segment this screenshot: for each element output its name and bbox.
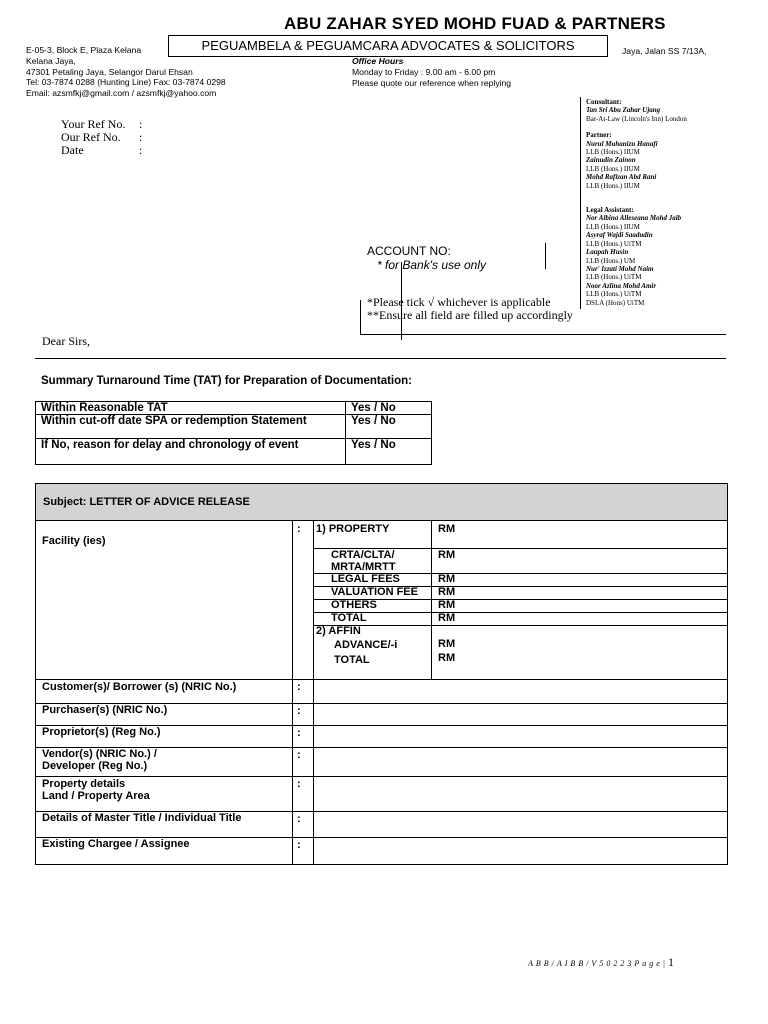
- customer-borrower-colon: :: [297, 681, 301, 693]
- legal-assistant-label: Legal Assistant:: [586, 206, 634, 215]
- colon-column-line: [292, 521, 293, 865]
- partner-qualification: LLB (Hons.) IIUM: [586, 181, 640, 190]
- purchaser-colon: :: [297, 705, 301, 717]
- tat-yes-no[interactable]: Yes / No: [346, 439, 432, 465]
- address-line: 47301 Petaling Jaya, Selangor Darul Ehsan: [26, 66, 193, 77]
- partner-name: Nurul Muhanizu Hanafi: [586, 139, 658, 148]
- assistant-name: Nor Albina Alleseana Mohd Jaib: [586, 214, 682, 223]
- table-row: [36, 402, 432, 415]
- property-rm[interactable]: RM: [438, 523, 456, 535]
- row-line: [36, 776, 727, 777]
- tat-label: Within cut-off date SPA or redemption Statement: [36, 415, 346, 439]
- office-hours-note: Please quote our reference when replying: [352, 77, 512, 88]
- section-divider: [35, 358, 726, 359]
- assistant-qualification: LLB (Hons.) IIUM: [586, 222, 640, 231]
- assistant-qualification: LLB (Hons.) UiTM: [586, 239, 642, 248]
- date-colon[interactable]: :: [139, 143, 143, 158]
- our-ref-colon[interactable]: :: [139, 130, 143, 145]
- consultant-label: Consultant:: [586, 98, 622, 106]
- proprietor-label: Proprietor(s) (Reg No.): [42, 726, 161, 738]
- tat-title: Summary Turnaround Time (TAT) for Preparation of Documentation:: [41, 375, 412, 387]
- assistant-name: Asyraf Wajdi Saadudin: [586, 231, 653, 240]
- office-hours-line: Monday to Friday : 9.00 am - 6.00 pm: [352, 66, 496, 77]
- facility-row-line: [313, 625, 727, 626]
- crta-label: CRTA/CLTA/ MRTA/MRTT: [331, 549, 396, 573]
- proprietor-colon: :: [297, 727, 301, 739]
- affin-advance-rm[interactable]: RM: [438, 638, 456, 650]
- assistant-qualification: LLB (Hons.) UiTM: [586, 290, 642, 299]
- address-line: E-05-3, Block E, Plaza Kelana: [26, 45, 142, 55]
- property-label: 1) PROPERTY: [316, 523, 390, 535]
- consultant-name: Tan Sri Abu Zahar Ujang: [586, 106, 661, 115]
- customer-borrower-label: Customer(s)/ Borrower (s) (NRIC No.): [42, 681, 237, 693]
- partner-qualification: LLB (Hons.) IIUM: [586, 164, 640, 173]
- firm-address: [26, 45, 226, 99]
- total-rm[interactable]: RM: [438, 612, 456, 624]
- office-hours: [352, 56, 511, 88]
- office-hours-title: Office Hours: [352, 56, 404, 66]
- partner-name: Zainudin Zainon: [586, 156, 636, 165]
- tat-label: Within Reasonable TAT: [36, 402, 346, 415]
- form-subject: Subject: LETTER OF ADVICE RELEASE: [36, 484, 727, 521]
- reference-block: [61, 118, 142, 158]
- fill-instruction: **Ensure all field are filled up accordingly: [367, 308, 573, 322]
- assistant-qualification: LLB (Hons.) UM: [586, 256, 636, 265]
- form-instructions: [367, 296, 573, 322]
- partner-qualification: LLB (Hons.) IIUM: [586, 148, 640, 157]
- tick-instruction: *Please tick √ whichever is applicable: [367, 295, 551, 309]
- account-bank-use-note: * for Bank's use only: [377, 258, 487, 272]
- notes-left-line: [360, 300, 361, 334]
- others-label: OTHERS: [331, 599, 377, 611]
- facility-colon: :: [297, 523, 301, 535]
- our-ref-label: Our Ref No.: [61, 130, 121, 145]
- crta-rm[interactable]: RM: [438, 549, 456, 561]
- staff-list: [586, 98, 687, 307]
- tat-table: [35, 401, 432, 465]
- property-details-colon: :: [297, 778, 301, 790]
- valuation-fee-label: VALUATION FEE: [331, 586, 418, 598]
- assistant-name: Laupah Husin: [586, 248, 629, 257]
- valuation-fee-rm[interactable]: RM: [438, 586, 456, 598]
- table-row: [36, 415, 432, 439]
- account-box-right-line: [545, 243, 546, 269]
- property-details-label: Property details Land / Property Area: [42, 778, 150, 802]
- account-no-label: ACCOUNT NO:: [367, 244, 451, 258]
- tat-yes-no[interactable]: Yes / No: [346, 415, 432, 439]
- rm-column-line: [431, 521, 432, 679]
- facility-row-line: [313, 612, 727, 613]
- assistant-name: Noor Azlina Mohd Amir: [586, 281, 657, 290]
- notes-bottom-line: [360, 334, 726, 335]
- others-rm[interactable]: RM: [438, 599, 456, 611]
- page-footer: [528, 955, 674, 970]
- master-title-colon: :: [297, 813, 301, 825]
- assistant-qualification: LLB (Hons.) UiTM: [586, 273, 642, 282]
- legal-fees-rm[interactable]: RM: [438, 573, 456, 585]
- salutation: Dear Sirs,: [42, 334, 90, 348]
- address-continued: Jaya, Jalan SS 7/13A,: [622, 46, 707, 56]
- row-line: [36, 679, 727, 680]
- assistant-qualification: DSLA (Hons) UiTM: [586, 298, 645, 307]
- affin-total-label: TOTAL: [334, 654, 370, 666]
- firm-name: ABU ZAHAR SYED MOHD FUAD & PARTNERS: [284, 14, 666, 33]
- tat-yes-no[interactable]: Yes / No: [346, 402, 432, 415]
- address-line: Kelana Jaya,: [26, 55, 76, 66]
- affin-label: 2) AFFIN: [316, 625, 361, 637]
- vendor-developer-colon: :: [297, 749, 301, 761]
- email-line: Email: azsmfkj@gmail.com / azsmfkj@yahoo.com: [26, 88, 217, 99]
- advice-release-form: [35, 483, 728, 865]
- consultant-qualification: Bar-At-Law (Lincoln's Inn) London: [586, 114, 687, 123]
- affin-advance-label: ADVANCE/-i: [334, 639, 398, 651]
- partner-label: Partner:: [586, 131, 612, 140]
- existing-chargee-colon: :: [297, 839, 301, 851]
- staff-divider: [580, 97, 581, 309]
- phone-fax-line: Tel: 03-7874 0288 (Hunting Line) Fax: 03-7874 0298: [26, 77, 226, 88]
- existing-chargee-label: Existing Chargee / Assignee: [42, 838, 190, 850]
- legal-fees-label: LEGAL FEES: [331, 573, 400, 585]
- vendor-developer-label: Vendor(s) (NRIC No.) / Developer (Reg No.): [42, 748, 157, 772]
- partner-name: Mohd Rafizan Abd Rani: [586, 173, 657, 182]
- table-row: [36, 439, 432, 465]
- purchaser-label: Purchaser(s) (NRIC No.): [42, 704, 168, 716]
- affin-total-rm[interactable]: RM: [438, 652, 456, 664]
- firm-tagline: PEGUAMBELA & PEGUAMCARA ADVOCATES & SOLICITORS: [168, 35, 608, 57]
- document-code: ABB/AIBB/V50223Page|: [528, 959, 668, 968]
- date-label: Date: [61, 143, 84, 158]
- total-label: TOTAL: [331, 612, 367, 624]
- master-title-label: Details of Master Title / Individual Title: [42, 812, 242, 824]
- assistant-name: Nur' Izzati Mohd Naim: [586, 264, 654, 273]
- your-ref-label: Your Ref No.: [61, 117, 126, 131]
- facility-label: Facility (ies): [42, 535, 106, 547]
- page-number: 1: [667, 955, 674, 969]
- your-ref-colon[interactable]: :: [139, 117, 143, 131]
- tat-label: If No, reason for delay and chronology of event: [36, 439, 346, 465]
